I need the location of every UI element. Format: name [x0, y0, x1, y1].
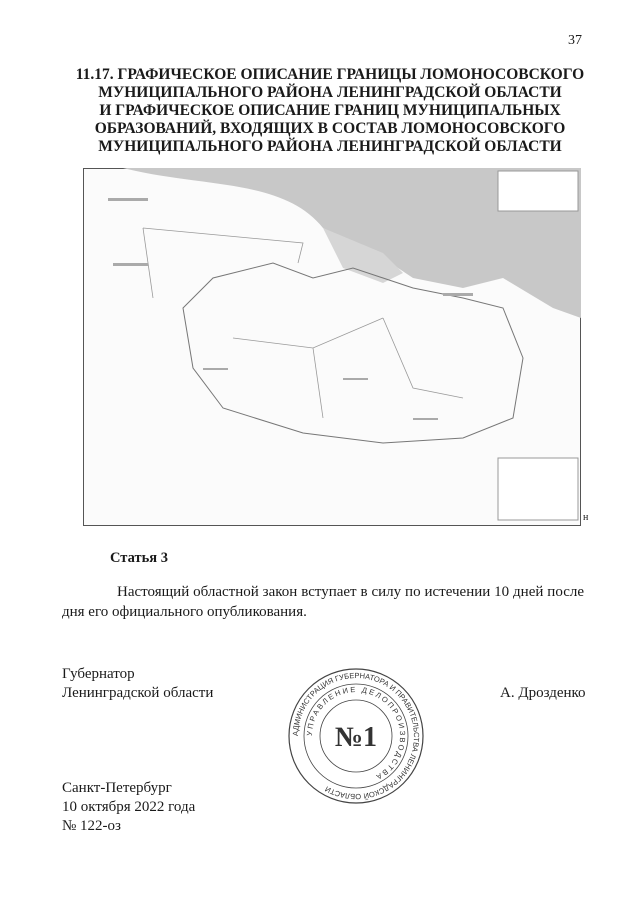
section-title — [60, 66, 600, 156]
map-mark: н — [583, 512, 589, 523]
signing-place: Санкт-Петербург — [62, 780, 172, 796]
position-line: Губернатор — [62, 666, 135, 682]
law-number: № 122-оз — [62, 818, 121, 834]
svg-text:АДМИНИСТРАЦИЯ ГУБЕРНАТОРА И ПР: АДМИНИСТРАЦИЯ ГУБЕРНАТОРА И ПРАВИТЕЛЬСТВА ЛЕНИНГРАДСКОЙ ОБЛАСТИ — [290, 670, 422, 802]
title-line: МУНИЦИПАЛЬНОГО РАЙОНА ЛЕНИНГРАДСКОЙ ОБЛАСТИ — [98, 138, 562, 155]
title-line: МУНИЦИПАЛЬНОГО РАЙОНА ЛЕНИНГРАДСКОЙ ОБЛАСТИ — [98, 84, 562, 101]
position-line: Ленинградской области — [62, 685, 214, 701]
article-body: Настоящий областной закон вступает в силу по истечении 10 дней после дня его официального опубликования. — [62, 584, 584, 620]
page-number: 37 — [568, 33, 582, 48]
article-heading: Статья 3 — [110, 550, 168, 566]
signing-details — [62, 779, 195, 836]
signing-date: 10 октября 2022 года — [62, 799, 196, 815]
signatory-position — [62, 665, 213, 703]
map-legend-top — [498, 171, 578, 211]
svg-text:УПРАВЛЕНИЕ ДЕЛОПРОИЗВОДСТВА: УПРАВЛЕНИЕ ДЕЛОПРОИЗВОДСТВА — [304, 684, 408, 783]
title-line: И ГРАФИЧЕСКОЕ ОПИСАНИЕ ГРАНИЦ МУНИЦИПАЛЬНЫХ — [99, 102, 561, 119]
signatory-name: А. Дрозденко — [500, 685, 586, 701]
svg-text:№1: №1 — [334, 722, 378, 753]
map-legend — [498, 458, 578, 520]
title-line: ОБРАЗОВАНИЙ, ВХОДЯЩИХ В СОСТАВ ЛОМОНОСОВСКОГО — [94, 120, 566, 137]
title-line: 11.17. ГРАФИЧЕСКОЕ ОПИСАНИЕ ГРАНИЦЫ ЛОМОНОСОВСКОГО — [75, 66, 585, 83]
boundary-map — [83, 168, 581, 526]
official-seal — [286, 666, 426, 806]
